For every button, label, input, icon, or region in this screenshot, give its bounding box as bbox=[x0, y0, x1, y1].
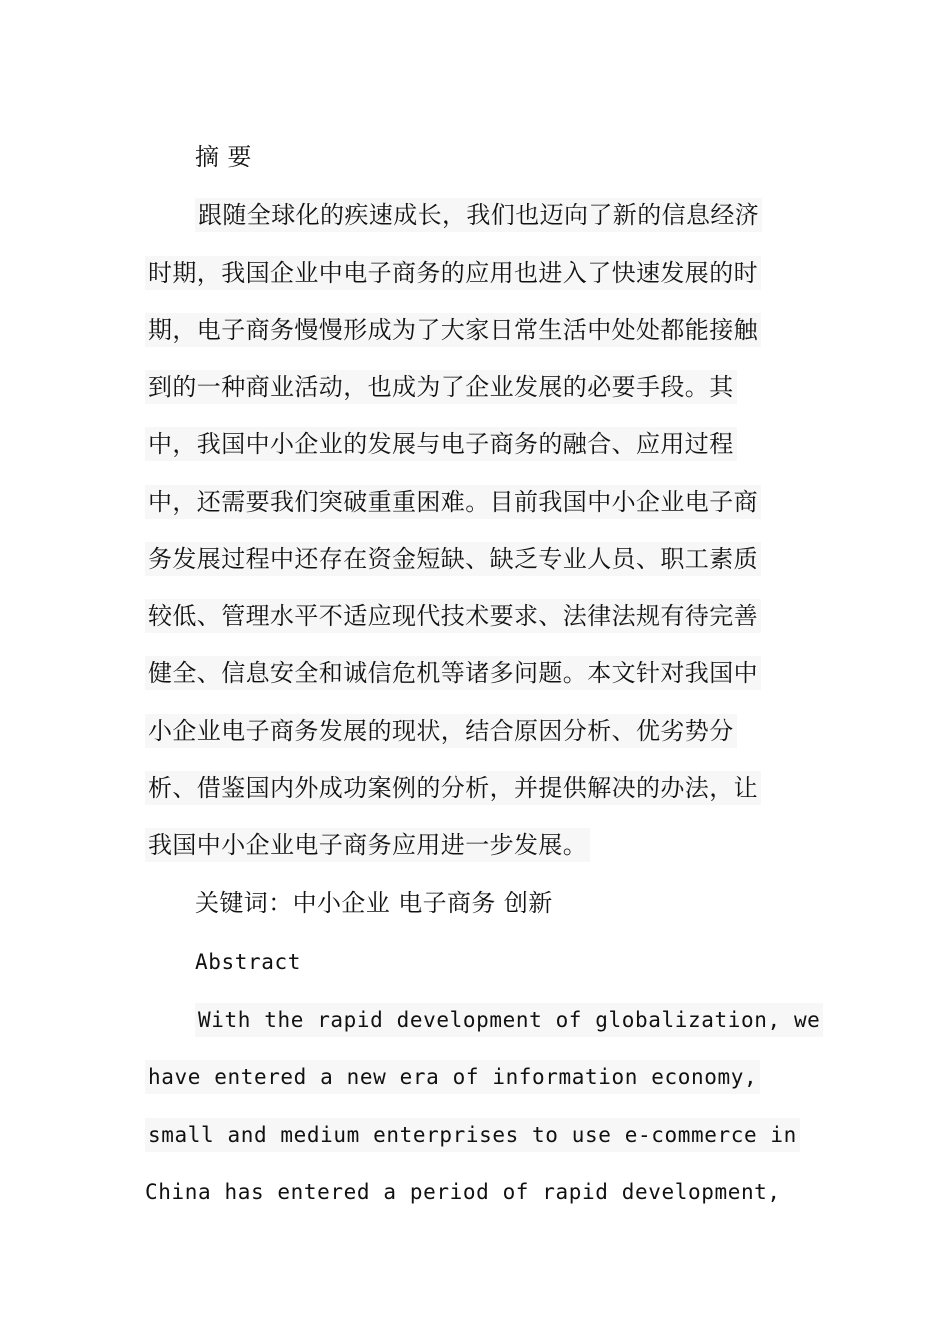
abstract-line-5: 中，我国中小企业的发展与电子商务的融合、应用过程 bbox=[145, 427, 737, 461]
abstract-line-10: 小企业电子商务发展的现状，结合原因分析、优劣势分 bbox=[145, 714, 737, 748]
english-line-3: small and medium enterprises to use e-commerce in bbox=[145, 1118, 800, 1152]
abstract-line-2: 时期，我国企业中电子商务的应用也进入了快速发展的时 bbox=[145, 256, 761, 290]
english-line-1: With the rapid development of globalization, we bbox=[195, 1003, 823, 1037]
abstract-line-11: 析、借鉴国内外成功案例的分析，并提供解决的办法，让 bbox=[145, 771, 761, 805]
abstract-heading: 摘 要 bbox=[195, 143, 252, 171]
english-line-4: China has entered a period of rapid development, bbox=[145, 1180, 781, 1204]
abstract-line-12: 我国中小企业电子商务应用进一步发展。 bbox=[145, 828, 590, 862]
abstract-line-6: 中，还需要我们突破重重困难。目前我国中小企业电子商 bbox=[145, 485, 761, 519]
english-line-2: have entered a new era of information economy, bbox=[145, 1060, 760, 1094]
abstract-line-9: 健全、信息安全和诚信危机等诸多问题。本文针对我国中 bbox=[145, 656, 761, 690]
abstract-line-1: 跟随全球化的疾速成长，我们也迈向了新的信息经济 bbox=[195, 198, 762, 232]
abstract-line-7: 务发展过程中还存在资金短缺、缺乏专业人员、职工素质 bbox=[145, 542, 761, 576]
english-abstract-heading: Abstract bbox=[195, 950, 301, 974]
abstract-line-8: 较低、管理水平不适应现代技术要求、法律法规有待完善 bbox=[145, 599, 761, 633]
abstract-line-3: 期，电子商务慢慢形成为了大家日常生活中处处都能接触 bbox=[145, 313, 761, 347]
abstract-line-4: 到的一种商业活动，也成为了企业发展的必要手段。其 bbox=[145, 370, 737, 404]
keywords-line: 关键词：中小企业 电子商务 创新 bbox=[195, 889, 553, 917]
